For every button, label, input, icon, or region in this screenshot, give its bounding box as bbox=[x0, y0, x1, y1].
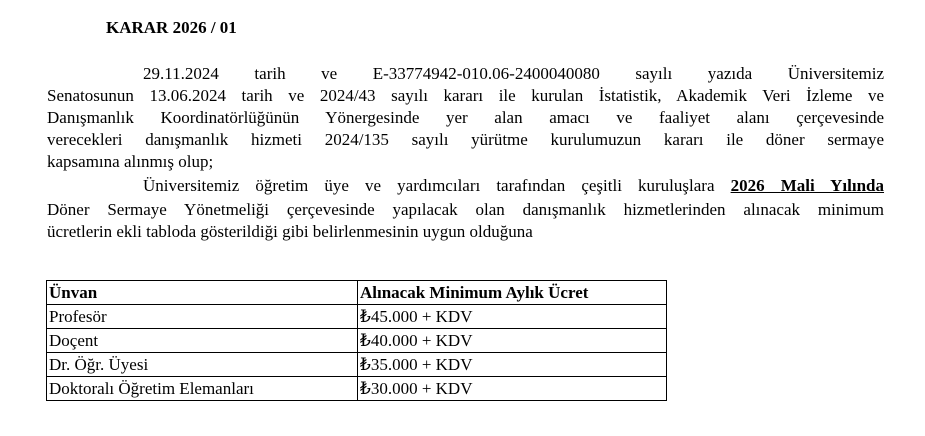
paragraph1-line-5: kapsamına alınmış olup; bbox=[47, 152, 214, 171]
row-title: Doçent bbox=[47, 329, 358, 353]
paragraph2-line-3: ücretlerin ekli tabloda gösterildiği gibi belirlenmesinin uygun olduğuna bbox=[47, 222, 533, 241]
table-header-row bbox=[47, 281, 667, 305]
paragraph1-line-3: Danışmanlık Koordinatörlüğünün Yönergesinde yer alan amacı ve faaliyet alanı çerçevesinde bbox=[47, 108, 884, 127]
table-row bbox=[47, 377, 667, 401]
paragraph2-line-1 bbox=[143, 175, 884, 197]
paragraph2-line-1-prefix: Üniversitemiz öğretim üye ve yardımcıları tarafından çeşitli kuruluşlara bbox=[143, 176, 731, 195]
row-fee: ₺30.000 + KDV bbox=[358, 377, 667, 401]
fee-table bbox=[46, 280, 667, 401]
paragraph1-line-1: 29.11.2024 tarih ve E-33774942-010.06-2400040080 sayılı yazıda Üniversitemiz bbox=[143, 64, 884, 83]
paragraph2-line-2: Döner Sermaye Yönetmeliği çerçevesinde yapılacak olan danışmanlık hizmetlerinden alınacak minimum bbox=[47, 200, 884, 219]
row-title: Doktoralı Öğretim Elemanları bbox=[47, 377, 358, 401]
header-title: Ünvan bbox=[47, 281, 358, 305]
paragraph1-line-2: Senatosunun 13.06.2024 tarih ve 2024/43 sayılı kararı ile kurulan İstatistik, Akademik Veri İzleme ve bbox=[47, 86, 884, 105]
fiscal-year-emphasis: 2026 Mali Yılında bbox=[730, 176, 885, 195]
row-fee: ₺45.000 + KDV bbox=[358, 305, 667, 329]
decision-title: KARAR 2026 / 01 bbox=[106, 18, 237, 37]
row-title: Profesör bbox=[47, 305, 358, 329]
table-row bbox=[47, 305, 667, 329]
row-fee: ₺35.000 + KDV bbox=[358, 353, 667, 377]
paragraph1-line-4: verecekleri danışmanlık hizmeti 2024/135 sayılı yürütme kurulumuzun kararı ile döner sermaye bbox=[47, 130, 884, 149]
table-row bbox=[47, 329, 667, 353]
header-min-fee: Alınacak Minimum Aylık Ücret bbox=[358, 281, 667, 305]
table-row bbox=[47, 353, 667, 377]
row-fee: ₺40.000 + KDV bbox=[358, 329, 667, 353]
row-title: Dr. Öğr. Üyesi bbox=[47, 353, 358, 377]
